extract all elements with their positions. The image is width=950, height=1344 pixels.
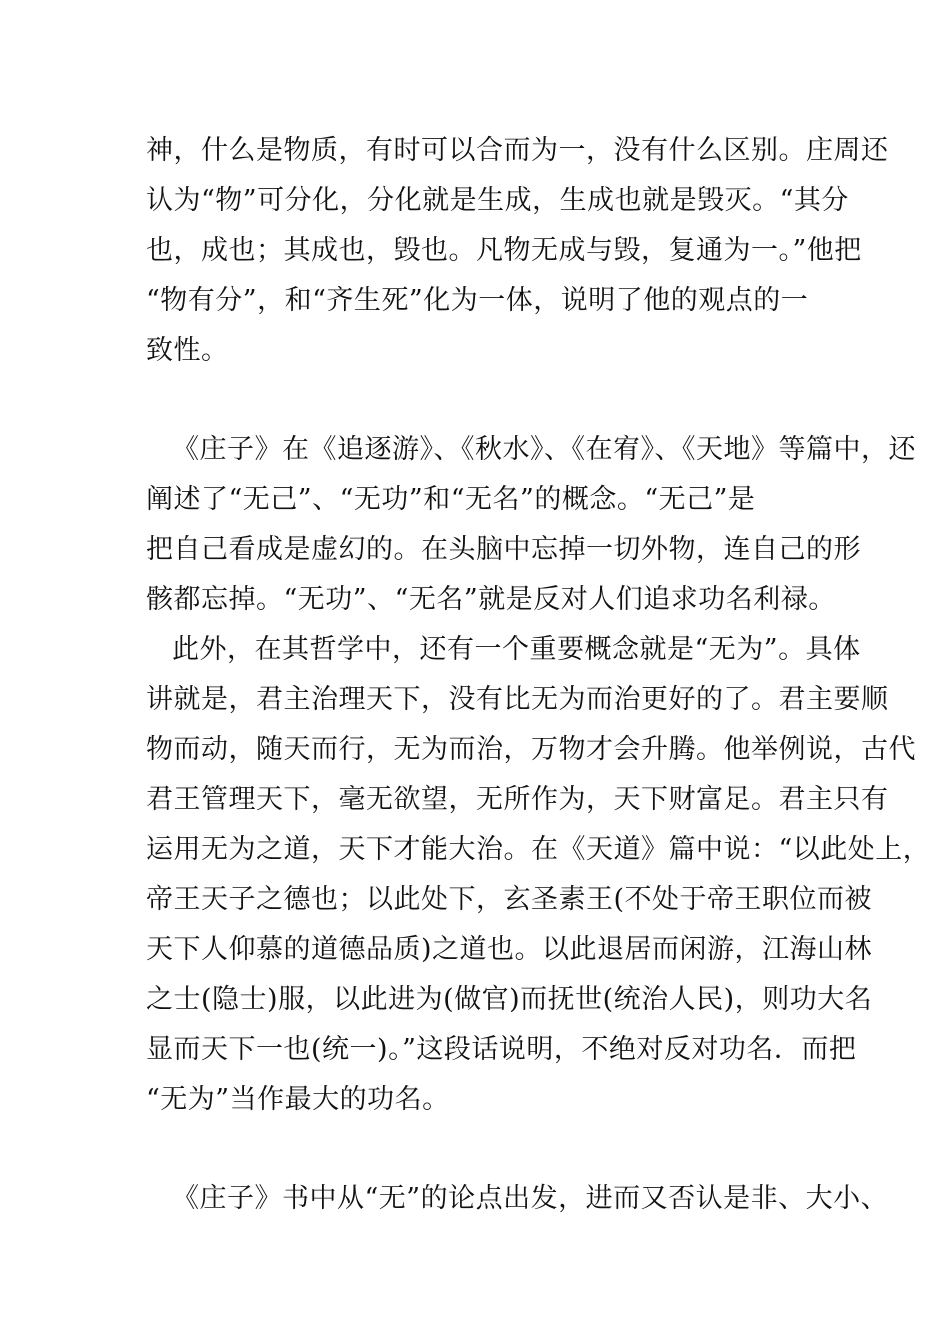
- paragraph-4-line-1: 《庄子》书中从“无”的论点出发，进而又否认是非、大小、: [172, 1183, 889, 1214]
- paragraph-1-line-3: 也，成也；其成也，毁也。凡物无成与毁，复通为一。”他把: [146, 235, 862, 266]
- paragraph-3-line-8: 之士(隐士)服，以此进为(做官)而抚世(统治人民)，则功大名: [146, 984, 873, 1015]
- paragraph-2-line-4: 骸都忘掉。“无功”、“无名”就是反对人们追求功名利禄。: [146, 584, 836, 615]
- paragraph-3-line-3: 物而动，随天而行，无为而治，万物才会升腾。他举例说，古代: [146, 734, 916, 765]
- paragraph-2-line-3: 把自己看成是虚幻的。在头脑中忘掉一切外物，连自己的形: [146, 534, 861, 565]
- paragraph-3-line-7: 天下人仰慕的道德品质)之道也。以此退居而闲游，江海山林: [146, 934, 873, 965]
- paragraph-3-line-1: 此外，在其哲学中，还有一个重要概念就是“无为”。具体: [172, 634, 861, 665]
- paragraph-3-line-2: 讲就是，君主治理天下，没有比无为而治更好的了。君主要顺: [146, 684, 889, 715]
- paragraph-1-line-4: “物有分”，和“齐生死”化为一体，说明了他的观点的一: [146, 285, 809, 316]
- paragraph-3-line-9: 显而天下一也(统一)。”这段话说明，不绝对反对功名．而把: [146, 1034, 857, 1065]
- paragraph-2-line-2: 阐述了“无己”、“无功”和“无名”的概念。“无己”是: [146, 484, 756, 515]
- paragraph-1-line-1: 神，什么是物质，有时可以合而为一，没有什么区别。庄周还: [146, 135, 889, 166]
- paragraph-3-line-4: 君王管理天下，毫无欲望，无所作为，天下财富足。君主只有: [146, 784, 889, 815]
- paragraph-1-line-2: 认为“物”可分化，分化就是生成，生成也就是毁灭。“其分: [146, 185, 849, 216]
- paragraph-3-line-5: 运用无为之道，天下才能大治。在《天道》篇中说：“以此处上，: [146, 834, 931, 865]
- paragraph-3-line-6: 帝王天子之德也；以此处下，玄圣素王(不处于帝王职位而被: [146, 884, 873, 915]
- paragraph-2-line-1: 《庄子》在《追逐游》、《秋水》、《在宥》、《天地》等篇中，还: [172, 434, 916, 465]
- paragraph-3-line-10: “无为”当作最大的功名。: [146, 1084, 450, 1115]
- paragraph-1-line-5: 致性。: [146, 335, 229, 366]
